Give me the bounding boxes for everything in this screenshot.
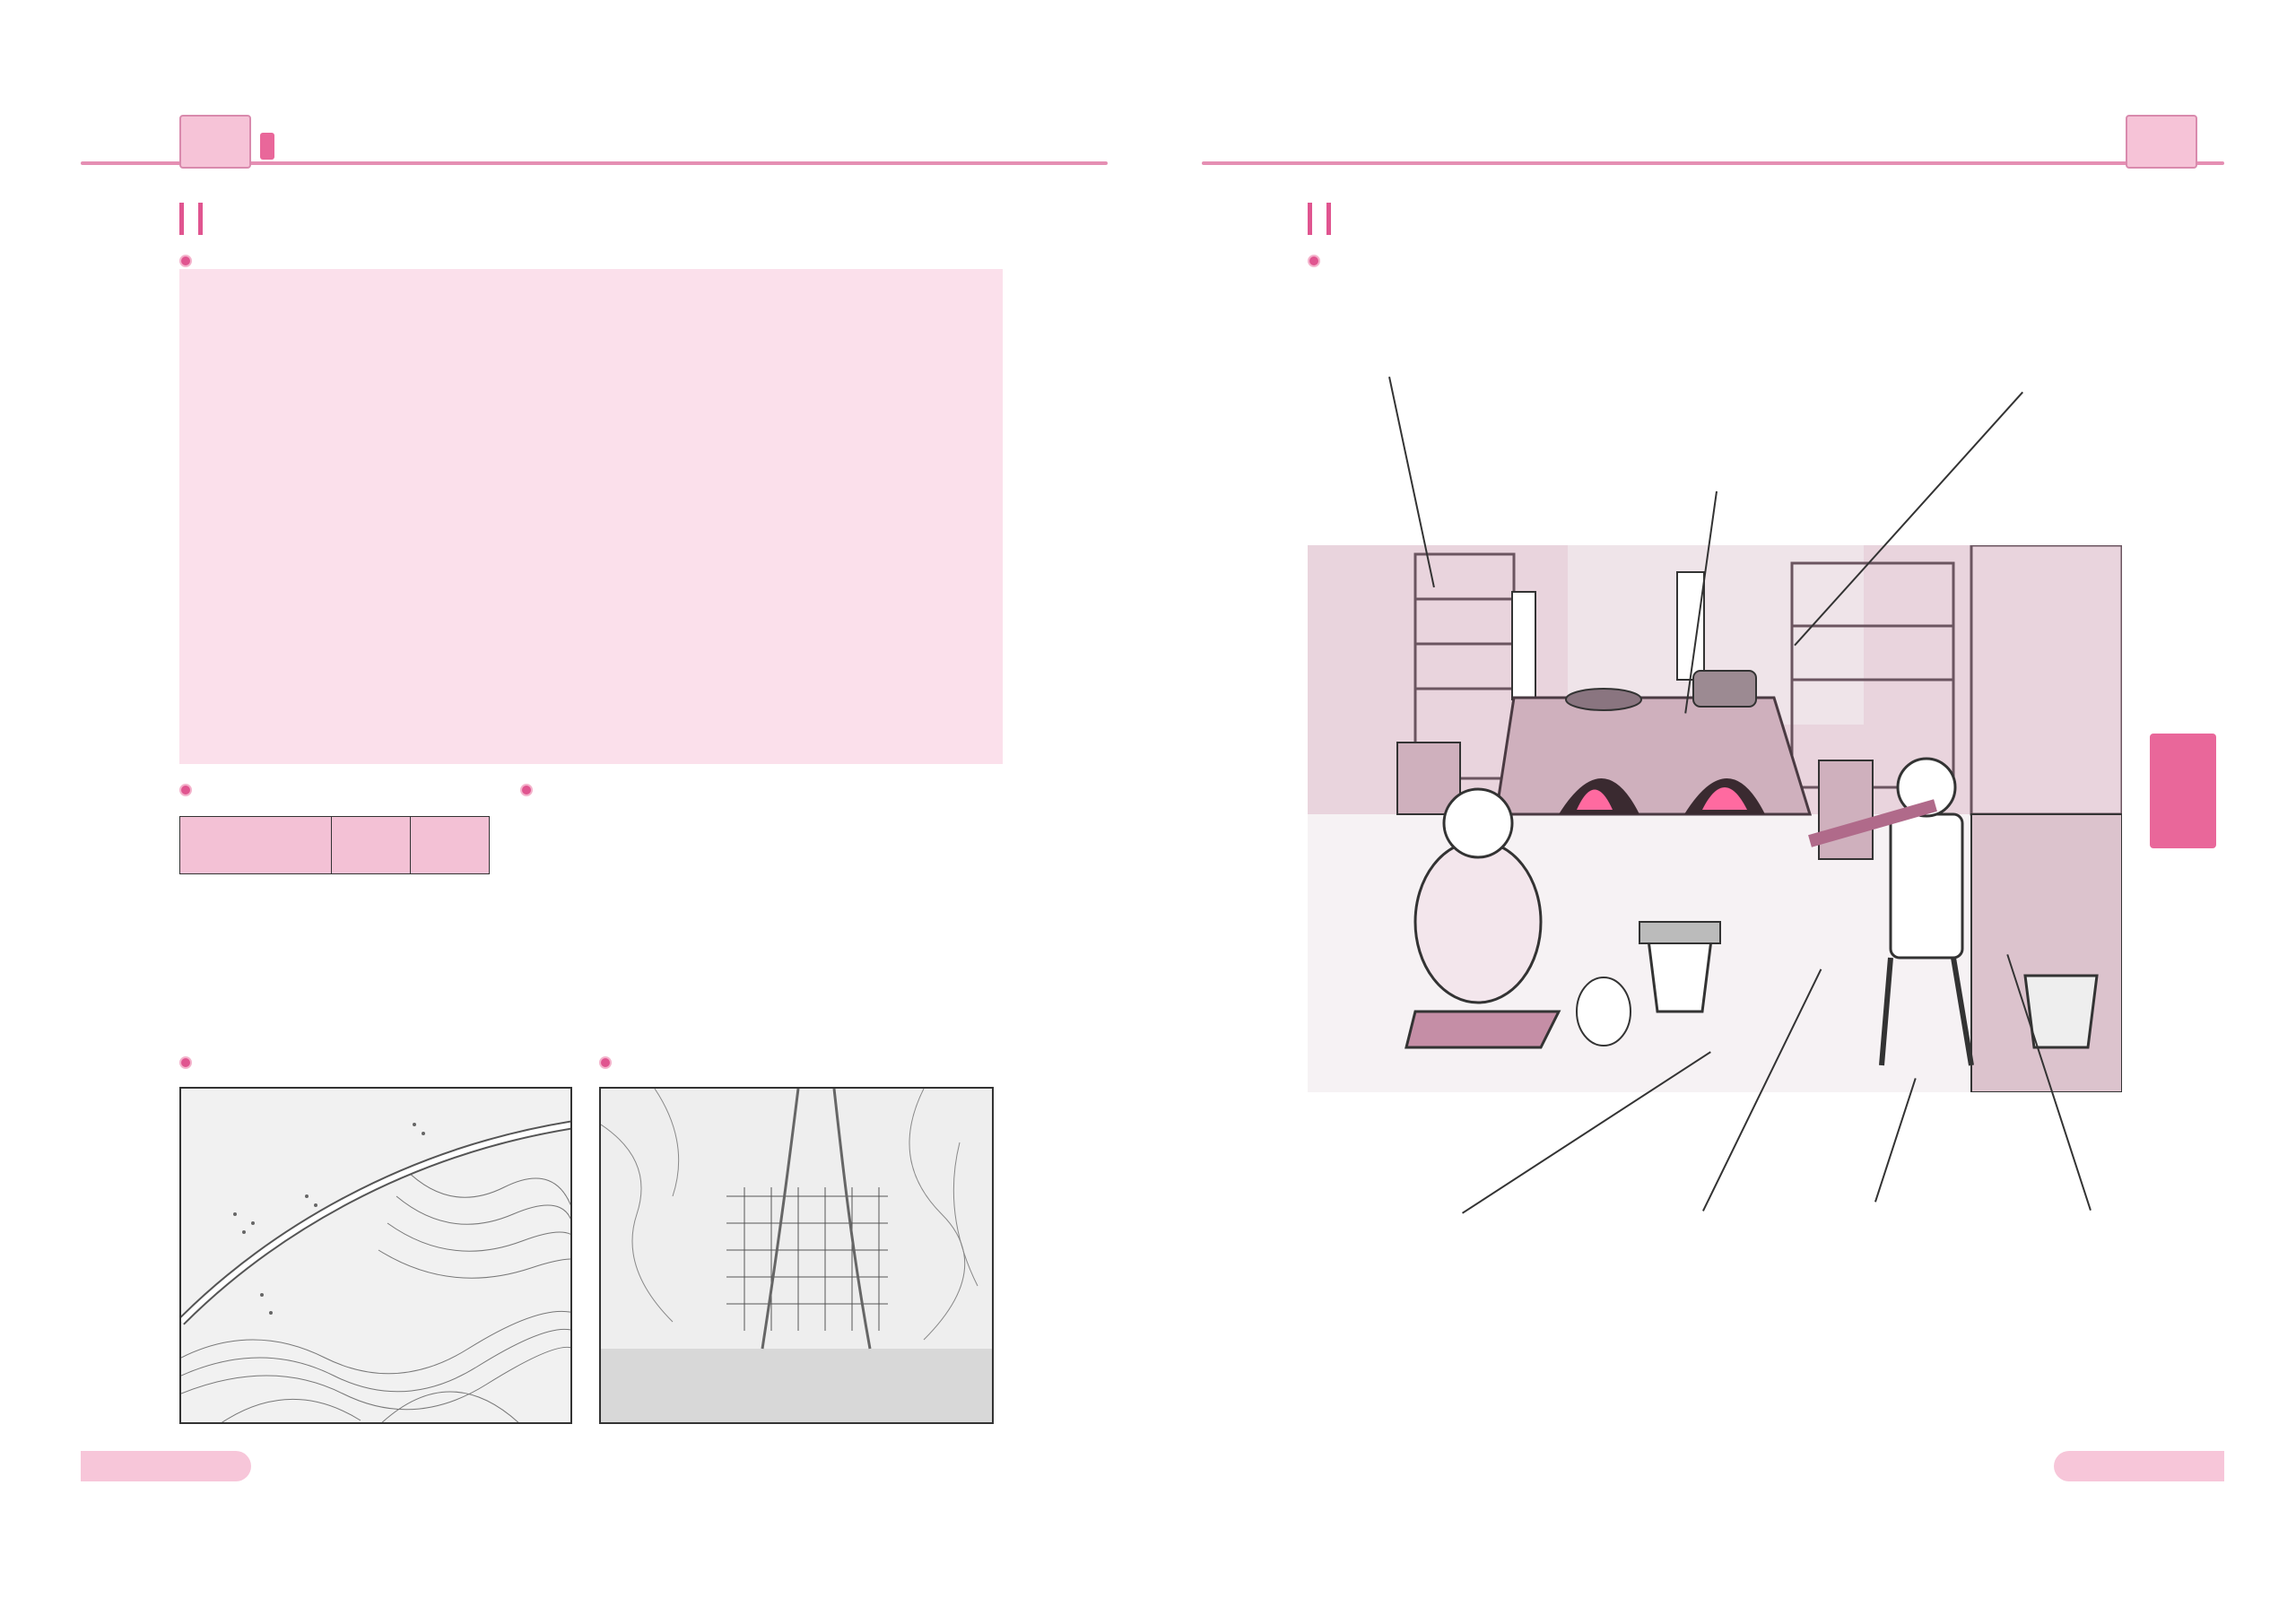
folder-icon [2126, 115, 2197, 169]
contour-heading [179, 784, 197, 796]
side-tab-part4 [2150, 734, 2216, 848]
fan-topographic-map [179, 1087, 572, 1424]
map-symbols-heading [179, 255, 197, 267]
fan-map-graphic [181, 1089, 572, 1424]
kitchen-subheading [1308, 255, 1326, 267]
contour-corner [180, 817, 332, 874]
delta-topographic-map [599, 1087, 994, 1424]
section-title-12 [1308, 203, 1344, 235]
map-symbols-panel [179, 269, 1003, 764]
contour-col-50000 [411, 817, 490, 874]
page-number-left [81, 1451, 251, 1481]
page-number-right [2054, 1451, 2224, 1481]
delta-map-graphic [601, 1089, 994, 1424]
delta-map-heading [599, 1056, 617, 1069]
part-tag [260, 133, 274, 160]
section-title-11 [179, 203, 215, 235]
kitchen-scene-graphic [1308, 545, 2122, 1092]
contour-col-25000 [332, 817, 411, 874]
header-rule-right [1202, 161, 2224, 165]
fan-map-heading [179, 1056, 197, 1069]
leader-line [1874, 1078, 1917, 1203]
contour-table [179, 816, 490, 874]
folder-icon [179, 115, 251, 169]
scale-heading [520, 784, 538, 796]
old-kitchen-illustration [1308, 545, 2122, 1092]
